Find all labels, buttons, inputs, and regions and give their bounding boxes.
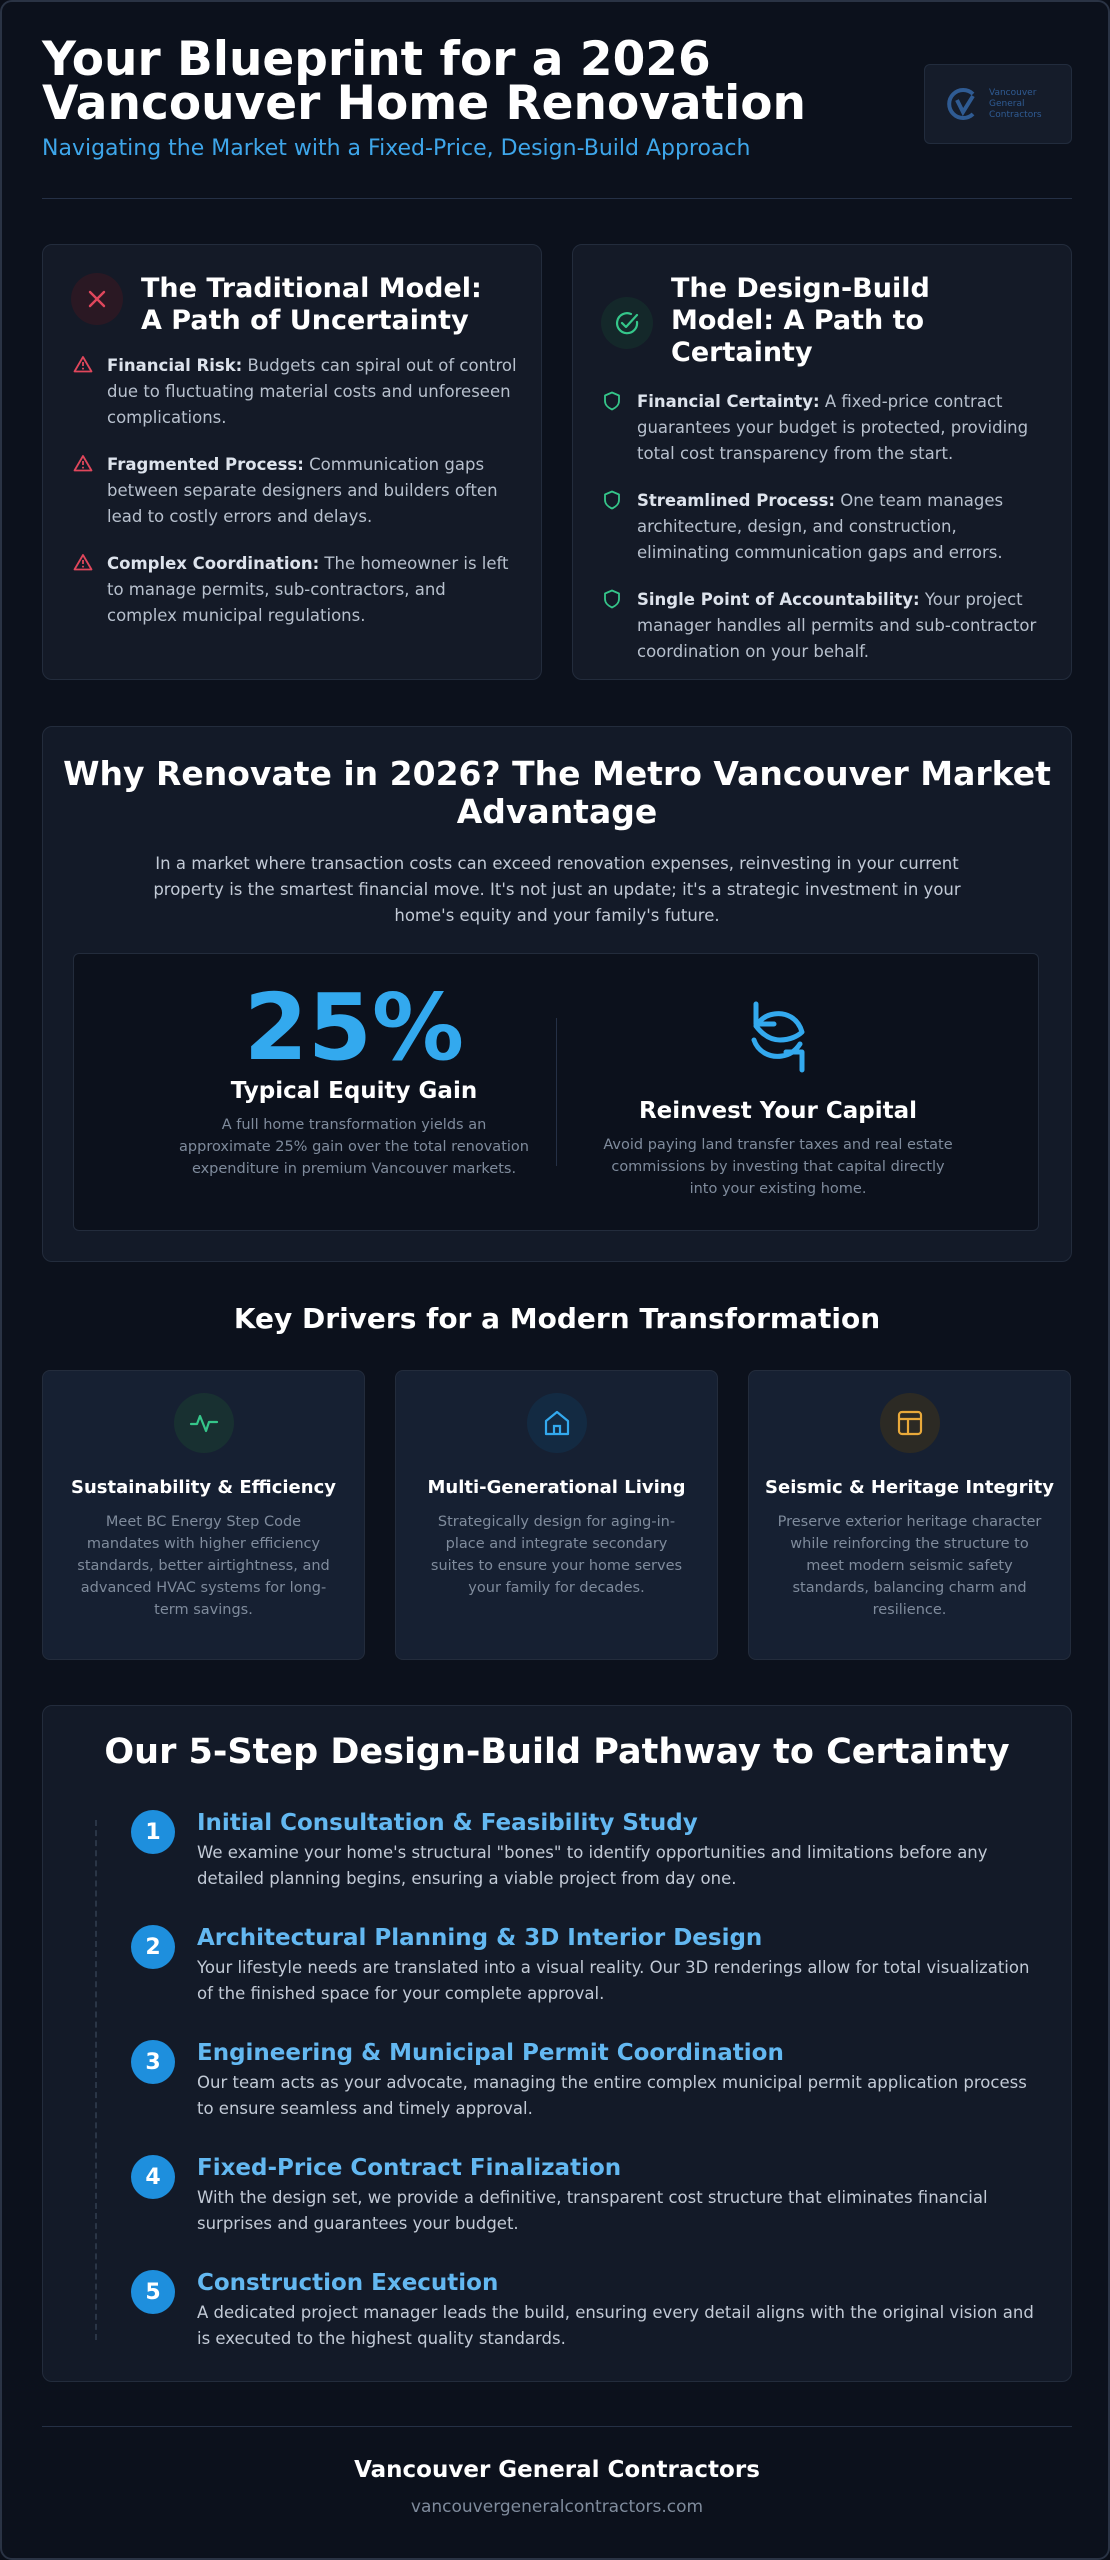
driver-card-sustainability (42, 1370, 365, 1660)
step-title: Architectural Planning & 3D Interior Design (197, 1925, 763, 1951)
driver-description: Preserve exterior heritage character while reinforcing the structure to meet modern seismic safety standards, balancing charm and resilience. (777, 1514, 1042, 1618)
home-icon (527, 1393, 587, 1453)
design-build-model-card (572, 244, 1072, 680)
driver-title: Sustainability & Efficiency (71, 1477, 336, 1498)
layout-icon (880, 1393, 940, 1453)
footer-website-link[interactable]: vancouvergeneralcontractors.com (410, 2497, 704, 2517)
driver-card-multigenerational (395, 1370, 718, 1660)
step-description: With the design set, we provide a definitive, transparent cost structure that eliminates financial surprises and guarantees your budget. (197, 2188, 988, 2233)
logo-text: Vancouver General Contractors (989, 87, 1042, 120)
market-stats-panel (73, 953, 1039, 1231)
driver-description: Strategically design for aging-in-place and integrate secondary suites to ensure your home serves your family for decades. (430, 1514, 683, 1596)
step-description: A dedicated project manager leads the build, ensuring every detail aligns with the original vision and is executed to the highest quality standards. (197, 2303, 1034, 2348)
steps-title: Our 5-Step Design-Build Pathway to Certainty (104, 1732, 1010, 1772)
warning-icon (73, 551, 95, 629)
step-description: Our team acts as your advocate, managing the entire complex municipal permit application process to ensure seamless and timely approval. (197, 2073, 1027, 2118)
reinvest-stat (598, 994, 958, 1200)
shield-icon (603, 389, 625, 467)
reinvest-description: Avoid paying land transfer taxes and real estate commissions by investing that capital directly into your existing home. (603, 1137, 953, 1197)
step-description: Your lifestyle needs are translated into a visual reality. Our 3D renderings allow for total visualization of the finished space for your complete approval. (197, 1958, 1030, 2003)
shield-icon (603, 488, 625, 566)
stats-divider (556, 1018, 557, 1166)
list-item: Streamlined Process: One team manages architecture, design, and construction, eliminating communication gaps and errors. (603, 488, 1047, 566)
market-title: Why Renovate in 2026? The Metro Vancouver Market Advantage (63, 754, 1051, 831)
design-build-benefit-list (603, 389, 1047, 686)
step-item (131, 2268, 1041, 2352)
warning-icon (73, 452, 95, 530)
step-item (131, 1808, 1041, 1892)
list-item: Financial Risk: Budgets can spiral out of control due to fluctuating material costs and unforeseen complications. (73, 353, 517, 431)
company-logo (924, 64, 1072, 144)
shield-icon (603, 587, 625, 665)
close-icon (71, 273, 123, 325)
step-title: Initial Consultation & Feasibility Study (197, 1810, 698, 1836)
equity-gain-label: Typical Equity Gain (230, 1078, 478, 1104)
reinvest-label: Reinvest Your Capital (638, 1098, 918, 1124)
list-item: Financial Certainty: A fixed-price contract guarantees your budget is protected, providing total cost transparency from the start. (603, 389, 1047, 467)
equity-gain-value: 25% (243, 974, 465, 1081)
traditional-model-card (42, 244, 542, 680)
traditional-risk-list (73, 353, 517, 650)
warning-icon (73, 353, 95, 431)
step-title: Construction Execution (197, 2270, 499, 2296)
design-build-steps-section (42, 1705, 1072, 2382)
driver-description: Meet BC Energy Step Code mandates with higher efficiency standards, better airtightness, and advanced HVAC systems for long-term savings. (77, 1514, 330, 1618)
list-item: Fragmented Process: Communication gaps between separate designers and builders often lead to costly errors and delays. (73, 452, 517, 530)
page-subtitle: Navigating the Market with a Fixed-Price, Design-Build Approach (42, 136, 751, 161)
footer-divider (42, 2426, 1072, 2427)
header (42, 32, 1072, 161)
market-description: In a market where transaction costs can exceed renovation expenses, reinvesting in your current property is the smartest financial move. It's not just an update; it's a strategic investment in your home's equity and your family's future. (153, 854, 961, 925)
logo-mark-icon (943, 84, 983, 124)
list-item: Single Point of Accountability: Your project manager handles all permits and sub-contractor coordination on your behalf. (603, 587, 1047, 665)
driver-card-seismic-heritage (748, 1370, 1071, 1660)
traditional-model-title: The Traditional Model: A Path of Uncertainty (141, 273, 482, 336)
driver-title: Seismic & Heritage Integrity (765, 1477, 1054, 1498)
timeline-line (95, 1820, 97, 2340)
step-item (131, 1923, 1041, 2007)
step-description: We examine your home's structural "bones" to identify opportunities and limitations before any detailed planning begins, ensuring a viable project from day one. (197, 1843, 988, 1888)
market-advantage-section (42, 726, 1072, 1262)
refresh-icon (598, 994, 958, 1086)
check-circle-icon (601, 297, 653, 349)
step-item (131, 2153, 1041, 2237)
activity-icon (174, 1393, 234, 1453)
footer-company-name: Vancouver General Contractors (354, 2457, 760, 2483)
step-number-badge: 4 (131, 2155, 175, 2199)
equity-gain-description: A full home transformation yields an approximate 25% gain over the total renovation expenditure in premium Vancouver markets. (179, 1117, 529, 1177)
design-build-model-title: The Design-Build Model: A Path to Certainty (671, 273, 930, 368)
step-number-badge: 3 (131, 2040, 175, 2084)
step-item (131, 2038, 1041, 2122)
step-number-badge: 1 (131, 1810, 175, 1854)
page-title: Your Blueprint for a 2026 Vancouver Home Renovation (42, 32, 806, 131)
step-number-badge: 2 (131, 1925, 175, 1969)
list-item: Complex Coordination: The homeowner is left to manage permits, sub-contractors, and complex municipal regulations. (73, 551, 517, 629)
step-title: Engineering & Municipal Permit Coordination (197, 2040, 784, 2066)
step-title: Fixed-Price Contract Finalization (197, 2155, 622, 2181)
step-number-badge: 5 (131, 2270, 175, 2314)
driver-title: Multi-Generational Living (427, 1477, 686, 1498)
header-divider (42, 198, 1072, 199)
drivers-title: Key Drivers for a Modern Transformation (233, 1302, 881, 1335)
equity-gain-stat (174, 974, 534, 1180)
